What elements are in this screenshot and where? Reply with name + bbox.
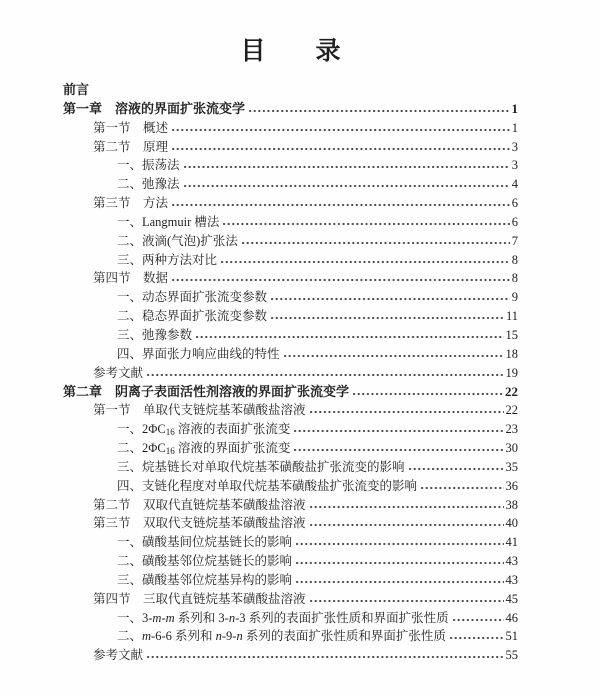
toc-entry [63, 533, 518, 552]
toc-entry-label [117, 345, 280, 364]
toc-entry [63, 307, 518, 326]
toc-entry-label [117, 232, 238, 251]
toc-entry-text: 二、稳态界面扩张流变参数 [117, 309, 268, 324]
toc-page-number: 45 [505, 591, 518, 606]
toc-page-number: 7 [511, 233, 518, 248]
toc-page-number: 15 [505, 327, 518, 342]
toc-entry-text: 第三节 方法 [93, 196, 169, 211]
toc-entry-label [117, 477, 417, 496]
toc-entry-text: 一、2ΦC [117, 422, 166, 437]
toc-entry [63, 609, 518, 628]
toc-entry-label [117, 251, 217, 270]
toc-page-number: 43 [505, 554, 518, 569]
toc-entry-label [117, 156, 180, 175]
toc-page-number: 1 [511, 120, 518, 135]
toc-page-number: 6 [511, 214, 518, 229]
toc-entry-text: 第一节 单取代支链烷基苯磺酸盐溶液 [93, 403, 306, 418]
toc-page-number: 3 [511, 139, 518, 154]
toc-entry [63, 175, 518, 194]
toc-entry [63, 138, 518, 157]
toc-page-number: 41 [505, 535, 518, 550]
toc-page-number: 36 [505, 478, 518, 493]
toc-entry-text: 第一章 溶液的界面扩张流变学 [63, 100, 246, 116]
toc-entry-label [117, 307, 267, 326]
toc-entry-text: n [215, 629, 222, 644]
toc-leader-dots [196, 335, 503, 339]
toc-entry-text: m [165, 610, 175, 625]
toc-entry-text: 一、动态界面扩张流变参数 [117, 290, 268, 305]
toc-entry-text: 二、弛豫法 [117, 177, 180, 192]
toc-leader-dots [271, 297, 510, 301]
toc-leader-dots [296, 542, 503, 546]
toc-entry-text: 16 [165, 427, 175, 438]
toc-entry-text: 三、弛豫参数 [117, 327, 193, 342]
toc-entry-label [117, 627, 446, 646]
toc-leader-dots [294, 429, 503, 433]
toc-leader-dots [271, 316, 504, 320]
toc-entry [63, 213, 518, 232]
toc-entry [63, 194, 518, 213]
toc-entry-text: 第二节 原理 [93, 139, 169, 154]
toc-entry-label [117, 533, 292, 552]
toc-page-number: 51 [505, 629, 518, 644]
toc-entry [63, 514, 518, 533]
toc-entry [63, 232, 518, 251]
toc-page-number: 9 [511, 290, 518, 305]
toc-entry [63, 627, 518, 646]
toc-entry-text: 前言 [63, 82, 90, 97]
toc-entry [63, 646, 518, 665]
toc-entry-label [63, 383, 349, 402]
toc-leader-dots [409, 467, 504, 471]
toc-entry-text: 第二节 双取代直链烷基苯磺酸盐溶液 [93, 497, 306, 512]
toc-entry [63, 119, 518, 138]
toc-leader-dots [294, 448, 503, 452]
toc-entry-text: 四、支链化程度对单取代烷基苯磺酸盐扩张流变的影响 [117, 478, 418, 493]
toc-entry [63, 496, 518, 515]
toc-entry [63, 401, 518, 420]
toc-entry-label [117, 552, 292, 571]
toc-entry-text: 系列和 3- [174, 610, 229, 625]
toc-leader-dots [310, 410, 504, 414]
toc-page-number: 4 [511, 177, 518, 192]
toc-entry [63, 420, 518, 439]
toc-entry-text: m [152, 610, 162, 625]
toc-entry-text: 一、3- [117, 610, 153, 625]
toc-entry-label [93, 269, 168, 288]
toc-entry-text: 三、烷基链长对单取代烷基苯磺酸盐扩张流变的影响 [117, 459, 405, 474]
toc-entry [63, 156, 518, 175]
toc-page-number: 8 [511, 252, 518, 267]
toc-entry-text: n [236, 629, 243, 644]
toc-entry-text: 一、振荡法 [117, 158, 180, 173]
toc-entry [63, 383, 518, 402]
toc-entry-label [117, 458, 405, 477]
toc-entry-text: 四、界面张力响应曲线的特性 [117, 346, 280, 361]
toc-entry-label [93, 590, 306, 609]
toc-entry-text: 二、磺酸基邻位烷基链长的影响 [117, 554, 293, 569]
toc-leader-dots [147, 655, 503, 659]
toc-entry [63, 326, 518, 345]
toc-entry-label [117, 288, 267, 307]
toc-leader-dots [296, 580, 503, 584]
toc-leader-dots [147, 373, 503, 377]
toc-entry-label [93, 119, 168, 138]
toc-leader-dots [172, 278, 510, 282]
toc-entry-text: 第四节 数据 [93, 271, 169, 286]
toc-entry-text: m [142, 629, 152, 644]
toc-leader-dots [310, 599, 504, 603]
toc-entry-text: 三、磺酸基邻位烷基异构的影响 [117, 572, 293, 587]
toc-entry-label [117, 609, 449, 628]
toc-entry-label [93, 496, 306, 515]
toc-entry-text: 二、 [117, 629, 143, 644]
toc-page-number: 19 [505, 365, 518, 380]
toc-entry-text: 一、Langmuir 槽法 [117, 214, 220, 229]
toc-leader-dots [242, 241, 510, 245]
toc-entry-text: 一、磺酸基间位烷基链长的影响 [117, 535, 293, 550]
toc-page-number: 8 [511, 271, 518, 286]
toc-entry-label [93, 401, 306, 420]
toc-entry-label [93, 364, 143, 383]
toc-page-number: 43 [505, 572, 518, 587]
toc-leader-dots [172, 203, 510, 207]
toc-entry-label [117, 571, 292, 590]
toc-entry-label [117, 213, 219, 232]
toc-entry [63, 251, 518, 270]
toc-page-number: 1 [511, 100, 518, 116]
toc-leader-dots [172, 128, 510, 132]
toc-entry-label [93, 194, 168, 213]
toc-entry-text: n [228, 610, 236, 625]
toc-entry-text: -6-6 系列和 [151, 629, 216, 644]
toc-leader-dots [310, 505, 504, 509]
toc-leader-dots [284, 354, 504, 358]
toc-leader-dots [421, 486, 503, 490]
toc-entry-text: 第一节 概述 [93, 120, 169, 135]
toc-entry [63, 439, 518, 458]
toc-entry-label [63, 100, 245, 119]
toc-page-number: 23 [505, 422, 518, 437]
toc-entry [63, 571, 518, 590]
toc-entry-label [93, 514, 306, 533]
toc-entry-text: 16 [165, 446, 175, 457]
toc-leader-dots [184, 184, 510, 188]
toc-entry-text: -9- [221, 629, 237, 644]
toc-page-number: 22 [505, 383, 518, 399]
toc-leader-dots [172, 147, 510, 151]
toc-leader-dots [450, 636, 504, 640]
toc-entry-text: 参考文献 [93, 365, 144, 380]
toc-entry-text: 二、2ΦC [117, 441, 166, 456]
toc-entry-text: 参考文献 [93, 648, 144, 663]
toc-entry-text: 第三节 双取代支链烷基苯磺酸盐溶液 [93, 516, 306, 531]
toc-entry [63, 81, 518, 100]
toc-page-number: 3 [511, 158, 518, 173]
toc-entry-text: 第四节 三取代直链烷基苯磺酸盐溶液 [93, 591, 306, 606]
toc-page-number: 22 [505, 403, 518, 418]
toc-entry-label [117, 326, 192, 345]
toc-leader-dots [184, 165, 510, 169]
toc-entry [63, 269, 518, 288]
toc-leader-dots [453, 618, 504, 622]
toc-entry-text: - [161, 610, 166, 625]
toc-page-number: 35 [505, 459, 518, 474]
toc-entry [63, 477, 518, 496]
toc-entry-text: 第二章 阴离子表面活性剂溶液的界面扩张流变学 [63, 383, 350, 399]
toc-page-number: 30 [505, 441, 518, 456]
toc-page-number: 55 [505, 648, 518, 663]
toc-page-number: 46 [505, 610, 518, 625]
toc-page-number: 11 [505, 309, 518, 324]
toc-entry-label [117, 175, 180, 194]
toc-entry-text: -3 系列的表面扩张性质和界面扩张性质 [235, 610, 449, 625]
toc-leader-dots [353, 392, 503, 396]
toc-entry-label [93, 138, 168, 157]
toc-entry [63, 345, 518, 364]
toc-leader-dots [296, 561, 503, 565]
toc-leader-dots [221, 260, 510, 264]
toc-entry-text: 系列的表面扩张性质和界面扩张性质 [242, 629, 446, 644]
toc-page-number: 38 [505, 497, 518, 512]
toc-leader-dots [223, 222, 509, 226]
toc-leader-dots [249, 109, 509, 113]
toc-entry-label [93, 646, 143, 665]
toc-entry-text: 溶液的界面扩张流变 [174, 441, 291, 456]
toc-entry-text: 二、液滴(气泡)扩张法 [117, 233, 238, 248]
toc-entry [63, 458, 518, 477]
toc-entry-text: 溶液的表面扩张流变 [174, 422, 291, 437]
toc-leader-dots [310, 523, 504, 527]
toc-entry [63, 364, 518, 383]
toc-entry [63, 100, 518, 119]
page-title: 目 录 [240, 38, 341, 65]
toc-page-number: 6 [511, 196, 518, 211]
toc-page-number: 18 [505, 346, 518, 361]
toc-entry-text: 三、两种方法对比 [117, 252, 218, 267]
toc-entry [63, 590, 518, 609]
toc-page-number: 40 [505, 516, 518, 531]
toc-list [63, 81, 518, 665]
toc-entry [63, 552, 518, 571]
toc-entry [63, 288, 518, 307]
toc-entry-label [63, 81, 89, 100]
